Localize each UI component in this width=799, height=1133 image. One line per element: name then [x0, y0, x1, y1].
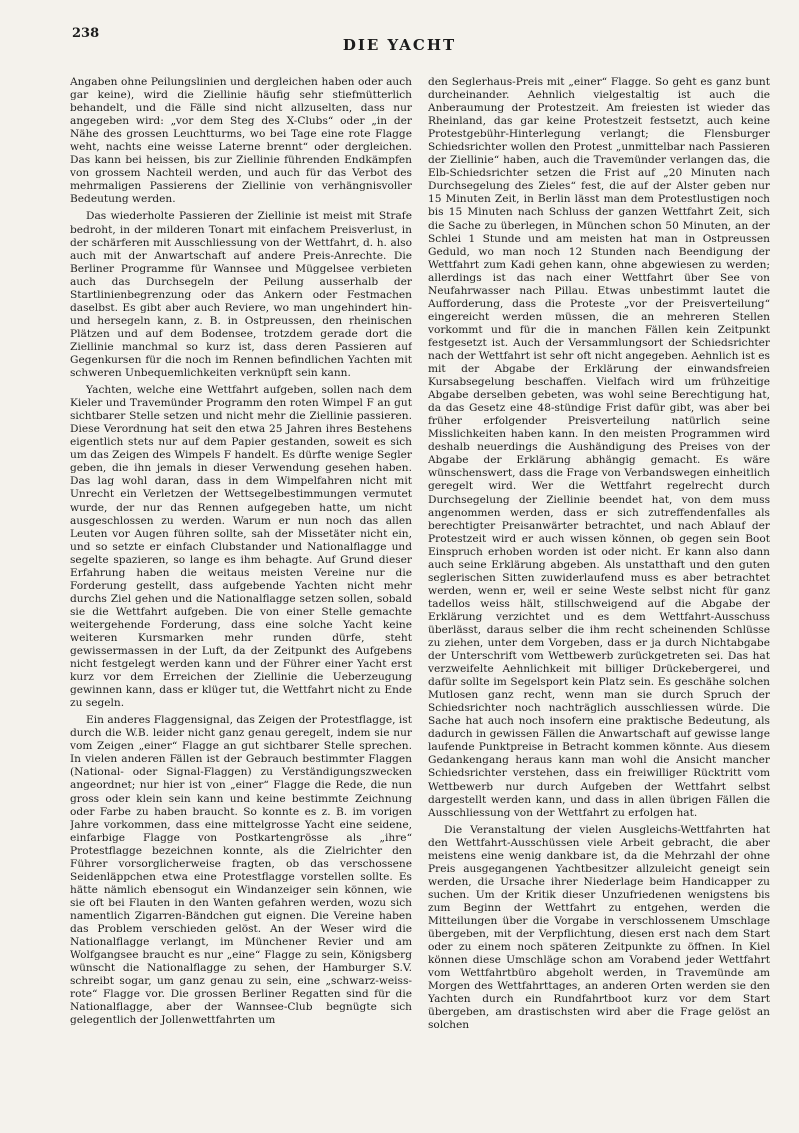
- paragraph: Das wiederholte Passieren der Ziellinie ist meist mit Strafe bedroht, in der milderen Tonart mit einfachem Preisverlust, in der schärferen mit Ausschliessung von der Wettfahrt, d. h. also auch mit der Anwartschaft auf andere Preis-Anrechte. Die Berliner Programme für Wannsee und Müggelsee verbieten auch das Durchsegeln der Peilung ausserhalb der Startlinienbegrenzung oder das Ankern oder Festmachen daselbst. Es gibt aber auch Reviere, wo man ungehindert hin- und hersegeln kann, z. B. in Ostpreussen, den rheinischen Plätzen und auf dem Bodensee, trotzdem gerade dort die Ziellinie manchmal so kurz ist, dass deren Passieren auf Gegenkursen für die noch im Rennen befindlichen Yachten mit schweren Unbequemlichkeiten verknüpft sein kann.: [70, 210, 412, 380]
- paragraph: Angaben ohne Peilungslinien und dergleichen haben oder auch gar keine), wird die Ziellinie häufig sehr stiefmütterlich behandelt, und die Fälle sind nicht allzuselten, dass nur angegeben wird: „vor dem Steg des X-Clubs“ oder „in der Nähe des grossen Leuchtturms, wo bei Tage eine rote Flagge weht, nachts eine weisse Laterne brennt“ oder dergleichen. Das kann bei heissen, bis zur Ziellinie führenden Endkämpfen von grossem Nachteil werden, und auch für das Verbot des mehrmaligen Passierens der Ziellinie von verhängnisvoller Bedeutung werden.: [70, 76, 412, 206]
- paragraph: den Seglerhaus-Preis mit „einer“ Flagge. So geht es ganz bunt durcheinander. Aehnlich vielgestaltig ist auch die Anberaumung der Protestzeit. Am freiesten ist wieder das Rheinland, das gar keine Protestzeit festsetzt, auch keine Protestgebühr-Hinterlegung verlangt; die Flensburger Schiedsrichter wollen den Protest „unmittelbar nach Passieren der Ziellinie“ haben, auch die Travemünder verlangen das, die Elb-Schiedsrichter setzen die Frist auf „20 Minuten nach Durchsegelung des Zieles“ fest, die auf der Alster geben nur 15 Minuten Zeit, in Berlin lässt man dem Protestlustigen noch bis 15 Minuten nach Schluss der ganzen Wettfahrt Zeit, sich die Sache zu überlegen, in München schon 50 Minuten, an der Schlei 1 Stunde und am meisten hat man in Ostpreussen Geduld, wo man noch 12 Stunden nach Beendigung der Wettfahrt zum Kadi gehen kann, ohne abgewiesen zu werden; allerdings ist das nach einer Wettfahrt über See von Neufahrwasser nach Pillau. Etwas unbestimmt lautet die Aufforderung, dass die Proteste „vor der Preisverteilung“ eingereicht werden müssen, die an mehreren Stellen vorkommt und für die in manchen Fällen kein Zeitpunkt festgesetzt ist. Auch der Versammlungsort der Schiedsrichter nach der Wettfahrt ist sehr oft nicht angegeben. Aehnlich ist es mit der Abgabe der Erklärung der einwandsfreien Kursabsegelung beschaffen. Vielfach wird um frühzeitige Abgabe derselben gebeten, was wohl seine Berechtigung hat, da das Gesetz eine 48-stündige Frist dafür gibt, was aber bei früher erfolgender Preisverteilung natürlich seine Misslichkeiten haben kann. In den meisten Programmen wird deshalb neuerdings die Aushändigung des Preises von der Abgabe der Erklärung abhängig gemacht. Es wäre wünschenswert, dass die Frage von Verbandswegen einheitlich geregelt wird. Wer die Wettfahrt regelrecht durch Durchsegelung der Ziellinie beendet hat, von dem muss angenommen werden, dass er sich zutreffendenfalles als berechtigter Preisanwärter betrachtet, und nach Ablauf der Protestzeit wird er auch wissen können, ob gegen sein Boot Einspruch erhoben worden ist oder nicht. Er kann also dann auch seine Erklärung abgeben. Als unstatthaft und den guten seglerischen Sitten zuwiderlaufend muss es aber betrachtet werden, wenn er, weil er seine Weste selbst nicht für ganz tadellos weiss hält, stillschweigend auf die Abgabe der Erklärung verzichtet und es dem Wettfahrt-Ausschuss überlässt, daraus selber die ihm recht scheinenden Schlüsse zu ziehen, unter dem Vorgeben, dass er ja durch Nichtabgabe der Unterschrift vom Wettbewerb zurückgetreten sei. Das hat verzweifelte Aehnlichkeit mit billiger Drückebergerei, und dafür sollte im Segelsport kein Platz sein. Es geschähe solchen Mutlosen ganz recht, wenn man sie durch Spruch der Schiedsrichter noch nachträglich ausschliessen würde. Die Sache hat auch noch insofern eine praktische Bedeutung, als dadurch in gewissen Fällen die Anwartschaft auf gewisse lange laufende Punktpreise in Betracht kommen könnte. Aus diesem Gedankengang heraus kann man wohl die Ansicht mancher Schiedsrichter verstehen, dass ein freiwilliger Rücktritt vom Wettbewerb nur durch Aufgeben der Wettfahrt selbst dargestellt werden kann, und dass in allen übrigen Fällen die Ausschliessung von der Wettfahrt zu erfolgen hat.: [428, 76, 770, 819]
- paragraph: Die Veranstaltung der vielen Ausgleichs-Wettfahrten hat den Wettfahrt-Ausschüssen viele Arbeit gebracht, die aber meistens eine wenig dankbare ist, da die Mehrzahl der ohne Preis ausgegangenen Yachtbesitzer allzuleicht geneigt sein werden, die Ursache ihrer Niederlage beim Handicapper zu suchen. Um der Kritik dieser Unzufriedenen wenigstens bis zum Beginn der Wettfahrt zu entgehen, werden die Mitteilungen über die Vorgabe in verschlossenem Umschlage übergeben, mit der Verpflichtung, diesen erst nach dem Start oder zu einem noch späteren Zeitpunkte zu öffnen. In Kiel können diese Umschläge schon am Vorabend jeder Wettfahrt vom Wettfahrtbüro abgeholt werden, in Travemünde am Morgen des Wettfahrttages, an anderen Orten werden sie den Yachten durch ein Rundfahrtboot kurz vor dem Start übergeben, am drastischsten wird aber die Frage gelöst an solchen: [428, 823, 770, 1032]
- left-column: [70, 76, 412, 1121]
- page-number: 238: [72, 26, 100, 41]
- article-body: [70, 76, 770, 1121]
- right-column: [428, 76, 770, 1121]
- running-title: DIE YACHT: [342, 36, 457, 54]
- paragraph: Yachten, welche eine Wettfahrt aufgeben, sollen nach dem Kieler und Travemünder Programm den roten Wimpel F an gut sichtbarer Stelle setzen und nicht mehr die Ziellinie passieren. Diese Verordnung hat seit den etwa 25 Jahren ihres Bestehens eigentlich stets nur auf dem Papier gestanden, soweit es sich um das Zeigen des Wimpels F handelt. Es dürfte wenige Segler geben, die ihn jemals in dieser Verwendung gesehen haben. Das lag wohl daran, dass in dem Wimpelfahren nicht mit Unrecht ein Verletzen der Wettsegelbestimmungen vermutet wurde, der nur das Rennen aufgegeben hatte, um nicht ausgeschlossen zu werden. Warum er nun noch das allen Leuten vor Augen führen sollte, sah der Missetäter nicht ein, und so setzte er einfach Clubstander und Nationalflagge und segelte spazieren, so lange es ihm behagte. Auf Grund dieser Erfahrung haben die weitaus meisten Vereine nur die Forderung gestellt, dass aufgebende Yachten nicht mehr durchs Ziel gehen und die Nationalflagge setzen sollen, sobald sie die Wettfahrt aufgeben. Die von einer Stelle gemachte weitergehende Forderung, dass eine solche Yacht keine weiteren Kursmarken mehr runden dürfe, steht gewissermassen in der Luft, da der Zeitpunkt des Aufgebens nicht festgelegt werden kann und der Führer einer Yacht erst kurz vor dem Erreichen der Ziellinie die Ueberzeugung gewinnen kann, dass er klüger tut, die Wettfahrt nicht zu Ende zu segeln.: [70, 384, 412, 710]
- paragraph: Ein anderes Flaggensignal, das Zeigen der Protestflagge, ist durch die W.B. leider nicht ganz genau geregelt, indem sie nur vom Zeigen „einer“ Flagge an gut sichtbarer Stelle sprechen. In vielen anderen Fällen ist der Gebrauch bestimmter Flaggen (National- oder Signal-Flaggen) zu Verständigungszwecken angeordnet; nur hier ist von „einer“ Flagge die Rede, die nun gross oder klein sein kann und keine bestimmte Zeichnung oder Farbe zu haben braucht. So konnte es z. B. im vorigen Jahre vorkommen, dass eine mittelgrosse Yacht eine seidene, einfarbige Flagge von Postkartengrösse als „ihre“ Protestflagge bezeichnen konnte, als die Zielrichter den Führer vorsorglicherweise fragten, ob das verschossene Seidenläppchen etwa eine Protestflagge vorstellen sollte. Es hätte nämlich ebensogut ein Windanzeiger sein können, wie sie oft bei Flauten in den Wanten gefahren werden, wozu sich namentlich Zigarren-Bändchen gut eignen. Die Vereine haben das Problem verschieden gelöst. An der Weser wird die Nationalflagge verlangt, im Münchener Revier und am Wolfgangsee braucht es nur „eine“ Flagge zu sein, Königsberg wünscht die Nationalflagge zu sehen, der Hamburger S.V. schreibt sogar, um ganz genau zu sein, eine „schwarz-weiss-rote“ Flagge vor. Die grossen Berliner Regatten sind für die Nationalflagge, aber der Wannsee-Club begnügte sich gelegentlich der Jollenwettfahrten um: [70, 714, 412, 1027]
